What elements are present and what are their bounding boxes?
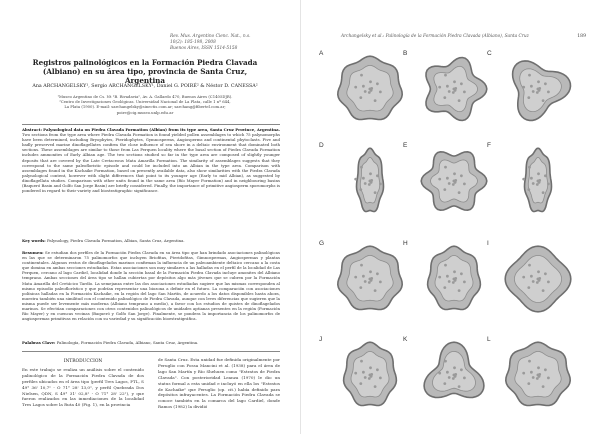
resumen-body: Se estudian dos perfiles de la Formación Piedra Clavada en su área tipo que han brindado asociaciones palinológicas en las que se determinaron 75 palinomorfos que incluyen Briofitas, Pteridofitas, Gimnospermas, Angiospermas y plantas continentales. Algunos restos de dinoflagelados marinos confirman la influencia de un paleoambiente deltaico cercano a la costa que domina en ambas secciones estudiadas. Estas asociaciones son muy similares a las halladas en el perfil de la localidad de Las Perquen, cercano al lago Cardiel, localidad donde la sección basal de la Formación Piedra Clavada incluye amonites del Albiano temprano. Ambas secciones del área tipo se hallan cubiertas por depósitos algo más jóvenes que se cubren por la Formación Mata Amarilla del Cretácico Tardío. La semejanza entre las dos asociaciones estudiadas sugiere que las mismas corresponden al mismo episodio paleoflorístico y que podrían representar una biozona a definir en el futuro. La comparación con asociaciones polínicas halladas en la Formación Kachaike, en la región del lago San Martín, de acuerdo a los datos disponibles hasta ahora, muestra también una similitud con el contenido palinológico de Piedra Clavada, aunque con leves diferencias que sugieren que la misma puede ser levemente más moderna (Albiano temprano a medio), a favor con los estudios de quistes de dinoflagelados marinos. Se efectúan comparaciones con otros contenidos palinológicos de unidades aptianas presentes en la región (Formación Río Mayer) y en cuencas vecinas (Baqueró y Golfo San Jorge). Finalmente, se pondera la importancia de los palinomorfos de angiospermas primitivas en relación con su variedad y su significación bioestratigráfica. [22,250,280,322]
plate-label: E [403,142,408,149]
plate-panel [319,334,411,416]
plate-label: K [403,336,408,343]
pollen-micrograph [329,334,411,416]
journal-line: Rev. Mus. Argentino Cienc. Nat., n.s. [170,34,251,39]
plate-panel [403,334,495,416]
intro-heading: INTRODUCCION [63,359,103,364]
plate-label: F [487,142,491,149]
keywords [22,238,280,243]
intro-column-right [158,357,280,410]
affiliation-line: ²Centro de Investigaciones Geológicas. Universidad Nacional de La Plata, calle 1 nº 644, [59,99,231,105]
affiliations [40,94,250,115]
pollen-micrograph [497,334,579,416]
plate-panel [319,238,411,320]
intro-column-left [22,355,144,408]
plate-label: J [319,336,323,343]
affiliation-line: La Plata (1900). E-mail: sarchangelsky@sinectis.com.ar; sarchang@fibertel.com.ar; [64,104,226,110]
plate-label: B [403,50,408,57]
page-number: 189 [577,34,586,39]
right-page [300,0,600,434]
pollen-micrograph [329,238,411,320]
journal-citation [170,34,285,52]
intro-text-right: de Santa Cruz. Esta unidad fue definida originalmente por Feruglio con Fossa Mancini et al. (1938) para el área de lago San Martín y Río Shehuen como "Estratos de Piedra Clavada". Con posterioridad Leanza (1970) le dio un status formal a esta unidad e incluyó en ella los "Estratos de Kachaike" que Feruglio (op. cit.) había definido para depósitos infrayacentes. La Formación Piedra Clavada se conoce también en la comarca del lago Cardiel, donde Ramos (1982) la dividió [158,357,280,410]
resumen-label: Resumen: [22,250,44,255]
resumen [22,250,280,321]
plate-panel [487,238,579,320]
plate-label: C [487,50,492,57]
pollen-micrograph [413,238,495,320]
palabras-clave [22,340,280,345]
paper-authors: Ana ARCHANGELSKY¹, Sergio ARCHANGELSKY¹, Daniel G. POIRÉ² & Néstor D. CANESSA² [32,84,258,89]
keywords-label: Key words: [22,238,46,243]
plate-panel [319,48,411,130]
paper-title: Registros palinológicos en la Formación Piedra Clavada (Albiano) en su área tipo, provincia de Santa Cruz, Argentina [32,58,258,85]
pollen-micrograph [497,238,579,320]
abstract-body: Two sections from the type area where Piedra Clavada Formation is found yielded pollen assemblages to which 75 palynomorphs have been determined, including Bryophytes, Pteridophytes, Gymnosperms, Angiosperms and continental phytoclasts. Five and badly preserved marine dinoflagellates confirm the close influence of sea shore in a deltaic environment that dominated both sections. These assemblages are similar to those from Las Perquen locality where the basal section of Piedra Clavada Formation includes ammonites of Early Albian age. The two sections studied so far in the type area are composed of slightly younger deposits that are covered by the Late Cretaceous Mata Amarilla Formation. The similarity of assemblages suggests that they correspond to the same paleofloristic episode and could be included into an Albian in the type area. Comparison with assemblages found in the Kachaike Formation, based on presently available data, also show similarities with the Piedra Clavada palynological content, however with slight differences that point to its younger age (Early to mid Albian), as suggested by dinoflagellata studies. Comparison with other units found in the same area (Río Mayer Formation) and in neighbouring basins (Baqueró Basin and Golfo San Jorge Basin) are briefly considered. Finally, the importance of primitive angiosperm sporomorphs is pondered in regard to their variety and biostratigraphic significance. [22,132,280,194]
journal-line: 10(2): 185-198, 2008 [170,40,216,45]
pollen-micrograph [413,334,495,416]
intro-text-left: En este trabajo se realiza un análisis sobre el contenido palinológico de la Formación Piedra Clavada de dos perfiles ubicados en el área tipo (perfil Tres Lagos, PTL, S 49° 36' 10,7" - O 71° 28' 13,0", y perfil Quebrada Dos Nielsen, QDN, S 49° 31' 02,8" - O 71° 28' 22"), y que fueron realizados en las inmediaciones de la localidad Tres Lagos sobre la Ruta 40 (Fig. 1), en la provincia [22,366,144,408]
pollen-micrograph [497,48,579,130]
divider [22,124,280,125]
plate-panel [487,140,579,222]
plate-label: I [487,240,489,247]
pollen-micrograph [329,140,411,222]
plate-panel [403,140,495,222]
plate-label: H [403,240,408,247]
abstract-title: Palynological data on Piedra Clavada Formation (Albian) from its type area, Santa Cruz Province, Argentina. [43,127,280,132]
plate-label: L [487,336,491,343]
pollen-micrograph [413,48,495,130]
abstract-label: Abstract: [22,127,42,132]
affiliation-line: poire@cig.museo.unlp.edu.ar [116,109,174,115]
plate-label: G [319,240,325,247]
pollen-micrograph [413,140,495,222]
abstract [22,127,280,193]
plate-panel [487,334,579,416]
divider [22,351,280,352]
pollen-micrograph [329,48,411,130]
running-head: Archangelsky et al.: Palinología de la Formación Piedra Clavada (Albiano), Santa Cruz [341,34,529,39]
plate-panel [403,48,495,130]
plate-panel [319,140,411,222]
palabras-text: Palinología, Formación Piedra Clavada, Albiano, Santa Cruz, Argentina. [56,340,199,345]
pollen-micrograph [497,140,579,222]
keywords-text: Palynology, Piedra Clavada Formation, Albian, Santa Cruz, Argentina. [46,238,185,243]
journal-line: Buenos Aires, ISSN 1514-5158 [170,46,238,51]
plate-label: D [319,142,324,149]
plate-panel [403,238,495,320]
palabras-label: Palabras Clave: [22,340,56,345]
affiliation-line: ¹Museo Argentino de Cs. Nt "B. Rivadavia", Av. A. Gallardo 470, Buenos Aires (C1405DJR). [57,94,233,99]
plate-label: A [319,50,324,57]
plate-panel [487,48,579,130]
